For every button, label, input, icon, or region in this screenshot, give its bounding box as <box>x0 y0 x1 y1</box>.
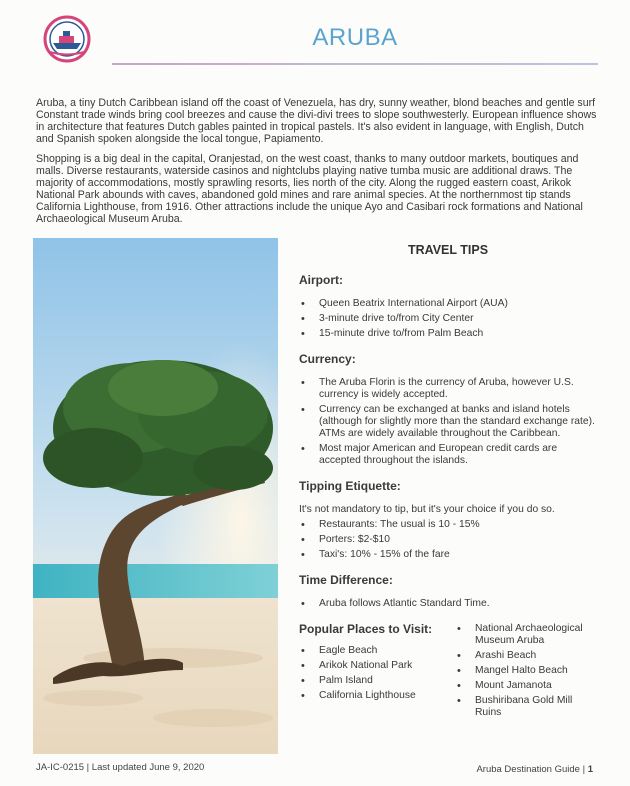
popular-places-heading: Popular Places to Visit: <box>299 622 433 636</box>
currency-heading: Currency: <box>299 352 356 366</box>
tipping-heading: Tipping Etiquette: <box>299 479 401 493</box>
tipping-note: It's not mandatory to tip, but it's your choice if you do so. <box>299 504 555 515</box>
list-item: • Palm Island <box>299 675 443 687</box>
list-item: • Arikok National Park <box>299 660 443 672</box>
list-item: • Taxi's: 10% - 15% of the fare <box>299 549 597 561</box>
list-item: • Aruba follows Atlantic Standard Time. <box>299 598 597 610</box>
list-item: • Most major American and European credit cards are accepted throughout the islands. <box>299 443 597 467</box>
list-item: • California Lighthouse <box>299 690 443 702</box>
footer-guide-label: Aruba Destination Guide | <box>476 764 588 775</box>
airport-list <box>299 298 597 340</box>
list-item: • The Aruba Florin is the currency of Aruba, however U.S. currency is widely accepted. <box>299 377 597 401</box>
list-item: • Mangel Halto Beach <box>455 665 597 677</box>
travel-tips-title: TRAVEL TIPS <box>407 243 489 257</box>
airport-heading: Airport: <box>299 273 343 287</box>
page-title: ARUBA <box>312 24 398 51</box>
list-item: • Eagle Beach <box>299 645 443 657</box>
list-item: • Bushiribana Gold Mill Ruins <box>455 695 597 719</box>
places-list-left <box>299 645 443 702</box>
page-number: 1 <box>587 764 593 775</box>
title-divider <box>112 63 598 65</box>
footer-doc-id: JA-IC-0215 | Last updated June 9, 2020 <box>36 762 205 773</box>
places-list-right <box>455 623 597 719</box>
list-item: • 15-minute drive to/from Palm Beach <box>299 328 597 340</box>
list-item: • Restaurants: The usual is 10 - 15% <box>299 519 597 531</box>
intro-section <box>36 97 598 233</box>
list-item: • Arashi Beach <box>455 650 597 662</box>
time-difference-heading: Time Difference: <box>299 573 393 587</box>
divi-divi-tree-beach-photo <box>33 238 278 754</box>
tipping-list <box>299 519 597 561</box>
list-item: • National Archaeological Museum Aruba <box>455 623 597 647</box>
intro-paragraph: Aruba, a tiny Dutch Caribbean island off the coast of Venezuela, has dry, sunny weather, blond beaches and gentle surf Constant trade winds bring cool breezes and cause the divi-divi trees to slope southwesterly. European influence shows in architecture that features Dutch gables painted in tropical pastels. It's also evident in language, with English, Dutch and Spanish spoken alongside the local tongue, Papiamento. <box>36 97 597 145</box>
list-item: • Currency can be exchanged at banks and island hotels (although for slightly more than the standard exchange rate). ATMs are widely available throughout the Caribbean. <box>299 404 597 440</box>
time-difference-list <box>299 598 597 610</box>
list-item: • Mount Jamanota <box>455 680 597 692</box>
list-item: • Porters: $2-$10 <box>299 534 597 546</box>
intro-paragraph: Shopping is a big deal in the capital, Oranjestad, on the west coast, thanks to many outdoor markets, boutiques and malls. Diverse restaurants, waterside casinos and nightclubs playing native tumba music are additional draws. The majority of accommodations, mostly sprawling resorts, lies north of the city. Along the rugged eastern coast, Arikok National Park abounds with caves, abandoned gold mines and rare animal species. At the northernmost tip stands California Lighthouse, from 1916. Other attractions include the unique Ayo and Casibari rock formations and National Archaeological Museum Aruba. <box>36 153 583 225</box>
list-item: • 3-minute drive to/from City Center <box>299 313 597 325</box>
popular-places <box>299 623 597 722</box>
travel-tips-section <box>299 244 597 722</box>
currency-list <box>299 377 597 467</box>
footer-guide <box>476 764 593 775</box>
list-item: • Queen Beatrix International Airport (AUA) <box>299 298 597 310</box>
